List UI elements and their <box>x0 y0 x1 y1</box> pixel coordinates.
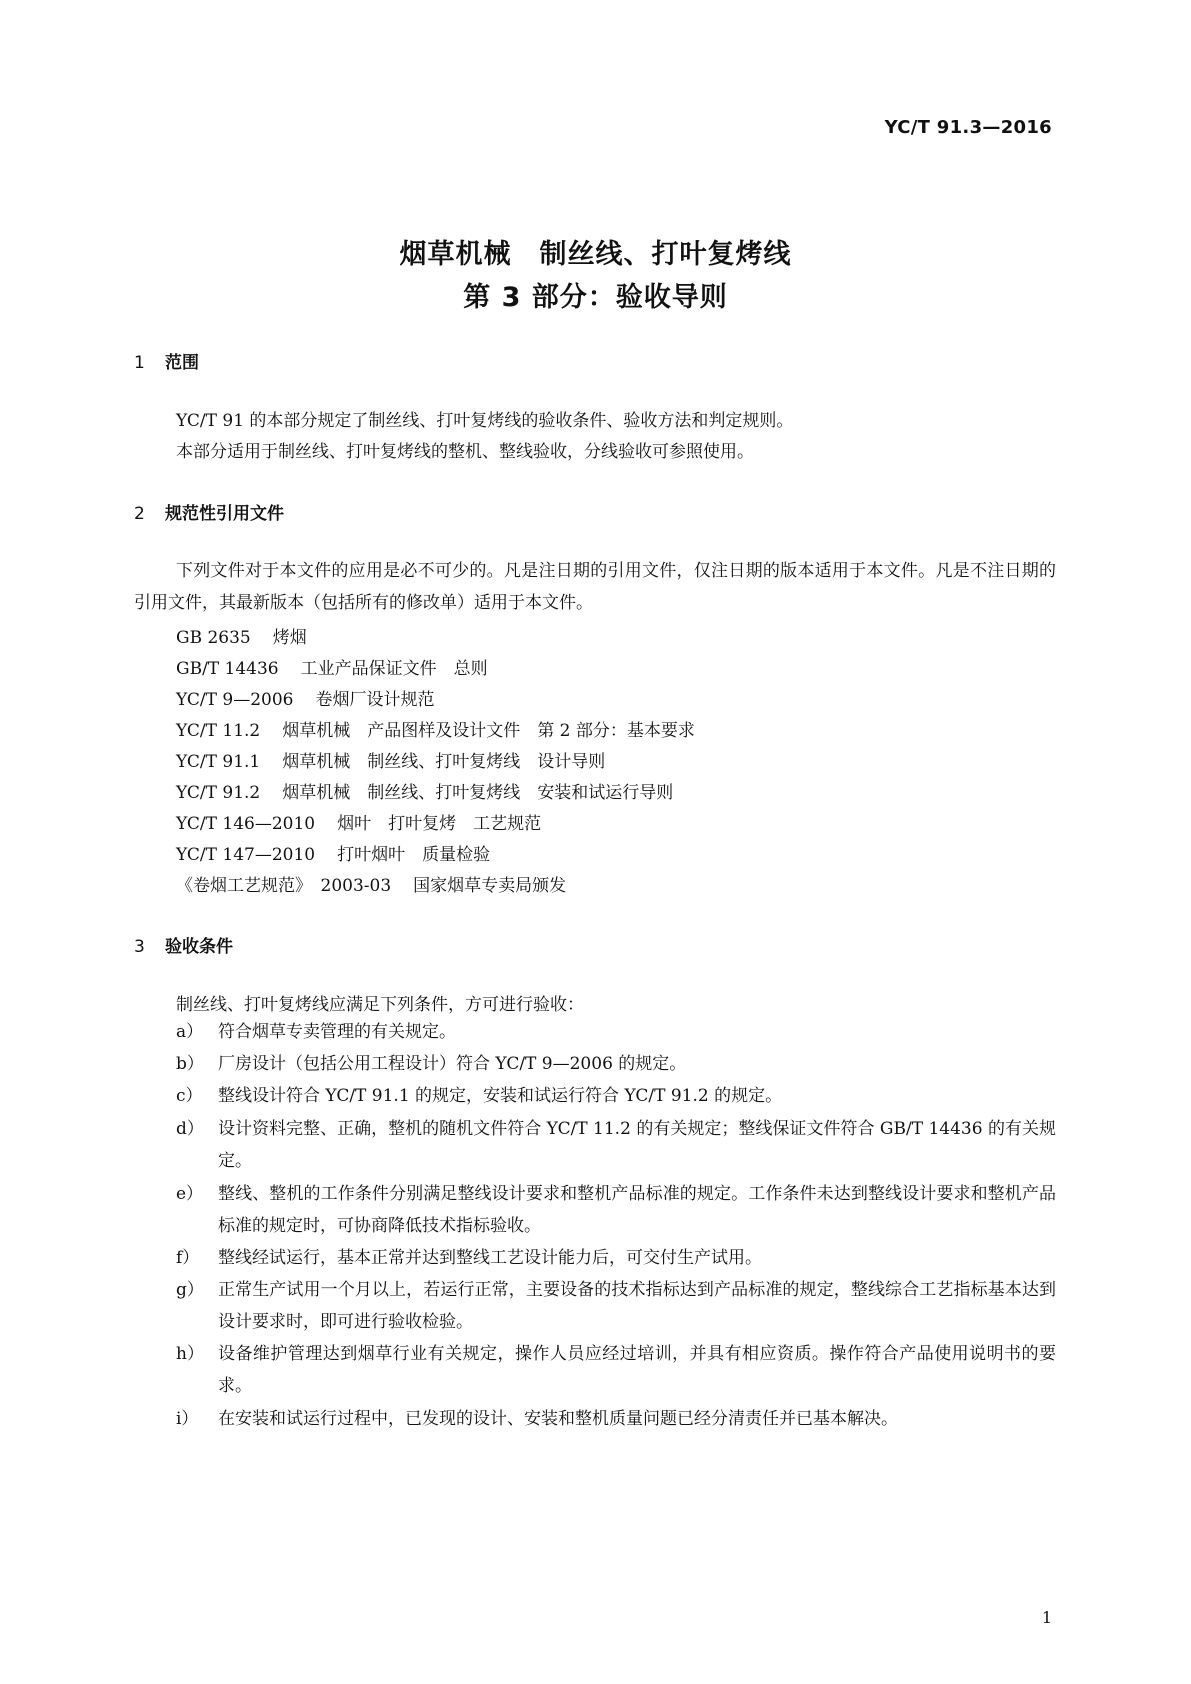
list-label: f） <box>176 1248 200 1268</box>
paragraph: 制丝线、打叶复烤线应满足下列条件，方可进行验收： <box>176 995 584 1015</box>
list-text: 厂房设计（包括公用工程设计）符合 YC/T 9—2006 的规定。 <box>218 1054 687 1074</box>
list-item <box>176 1016 1056 1048</box>
reference-code: YC/T 146—2010 <box>176 814 316 834</box>
list-item <box>176 1338 1056 1402</box>
list-text: 整线设计符合 YC/T 91.1 的规定，安装和试运行符合 YC/T 91.2 的规定。 <box>218 1086 783 1106</box>
reference-title: 工业产品保证文件 总则 <box>300 659 488 679</box>
reference-title: 烟草机械 产品图样及设计文件 第 2 部分：基本要求 <box>282 721 695 741</box>
section-heading-normative-references <box>134 499 284 524</box>
reference-title: 烟叶 打叶复烤 工艺规范 <box>337 814 542 834</box>
reference-item <box>176 716 695 741</box>
reference-title: 烟草机械 制丝线、打叶复烤线 设计导则 <box>282 752 606 772</box>
list-item <box>176 1178 1056 1242</box>
reference-item <box>176 654 488 679</box>
list-text: 整线、整机的工作条件分别满足整线设计要求和整机产品标准的规定。工作条件未达到整线设计要求和整机产品标准的规定时，可协商降低技术指标验收。 <box>218 1184 1056 1236</box>
list-label: d） <box>176 1119 204 1139</box>
reference-code: GB 2635 <box>176 628 251 648</box>
list-label: e） <box>176 1184 204 1204</box>
reference-code: YC/T 9—2006 <box>176 690 294 710</box>
document-title-line2: 第 3 部分：验收导则 <box>463 282 728 313</box>
reference-title: 烟草机械 制丝线、打叶复烤线 安装和试运行导则 <box>282 783 674 803</box>
list-text: 设计资料完整、正确，整机的随机文件符合 YC/T 11.2 的有关规定；整线保证文件符合 GB/T 14436 的有关规定。 <box>218 1119 1056 1171</box>
list-label: b） <box>176 1054 204 1074</box>
reference-item <box>176 778 673 803</box>
list-item <box>176 1403 1056 1435</box>
reference-title: 国家烟草专卖局颁发 <box>413 876 567 896</box>
paragraph: 下列文件对于本文件的应用是必不可少的。凡是注日期的引用文件，仅注日期的版本适用于本文件。凡是不注日期的引用文件，其最新版本（包括所有的修改单）适用于本文件。 <box>134 561 1056 613</box>
reference-item <box>176 685 434 710</box>
list-label: i） <box>176 1409 199 1429</box>
section-number: 1 <box>134 353 145 373</box>
list-item <box>176 1080 1056 1112</box>
standard-number: YC/T 91.3—2016 <box>884 117 1052 138</box>
list-label: g） <box>176 1280 204 1300</box>
section-number: 2 <box>134 504 145 524</box>
reference-code: 《卷烟工艺规范》 2003-03 <box>176 876 392 896</box>
section-number: 3 <box>134 937 145 957</box>
list-item <box>176 1113 1056 1177</box>
reference-title: 烤烟 <box>272 628 307 648</box>
reference-title: 卷烟厂设计规范 <box>315 690 435 710</box>
document-title-line1: 烟草机械 制丝线、打叶复烤线 <box>399 239 792 270</box>
list-label: c） <box>176 1086 203 1106</box>
reference-code: YC/T 91.1 <box>176 752 261 772</box>
paragraph: 本部分适用于制丝线、打叶复烤线的整机、整线验收，分线验收可参照使用。 <box>176 442 754 462</box>
reference-code: YC/T 91.2 <box>176 783 261 803</box>
section-title: 验收条件 <box>165 937 233 957</box>
section-heading-scope <box>134 348 199 373</box>
reference-code: GB/T 14436 <box>176 659 279 679</box>
reference-item <box>176 623 307 648</box>
list-item <box>176 1274 1056 1338</box>
reference-item <box>176 809 541 834</box>
list-item <box>176 1048 1056 1080</box>
list-label: a） <box>176 1022 204 1042</box>
list-text: 符合烟草专卖管理的有关规定。 <box>218 1022 456 1042</box>
list-text: 在安装和试运行过程中，已发现的设计、安装和整机质量问题已经分清责任并已基本解决。 <box>218 1409 898 1429</box>
list-label: h） <box>176 1344 204 1364</box>
list-text: 正常生产试用一个月以上，若运行正常，主要设备的技术指标达到产品标准的规定，整线综合工艺指标基本达到设计要求时，即可进行验收检验。 <box>218 1280 1056 1332</box>
reference-item <box>176 871 566 896</box>
section-title: 规范性引用文件 <box>165 504 284 524</box>
paragraph: YC/T 91 的本部分规定了制丝线、打叶复烤线的验收条件、验收方法和判定规则。 <box>176 411 794 431</box>
section-title: 范围 <box>165 353 199 373</box>
list-item <box>176 1242 1056 1274</box>
section-heading-acceptance-conditions <box>134 932 233 957</box>
list-text: 整线经试运行，基本正常并达到整线工艺设计能力后，可交付生产试用。 <box>218 1248 762 1268</box>
page-number: 1 <box>1041 1608 1052 1627</box>
reference-title: 打叶烟叶 质量检验 <box>337 845 491 865</box>
reference-item <box>176 840 490 865</box>
reference-code: YC/T 11.2 <box>176 721 261 741</box>
reference-item <box>176 747 605 772</box>
list-text: 设备维护管理达到烟草行业有关规定，操作人员应经过培训，并具有相应资质。操作符合产品使用说明书的要求。 <box>218 1344 1056 1396</box>
reference-code: YC/T 147—2010 <box>176 845 316 865</box>
